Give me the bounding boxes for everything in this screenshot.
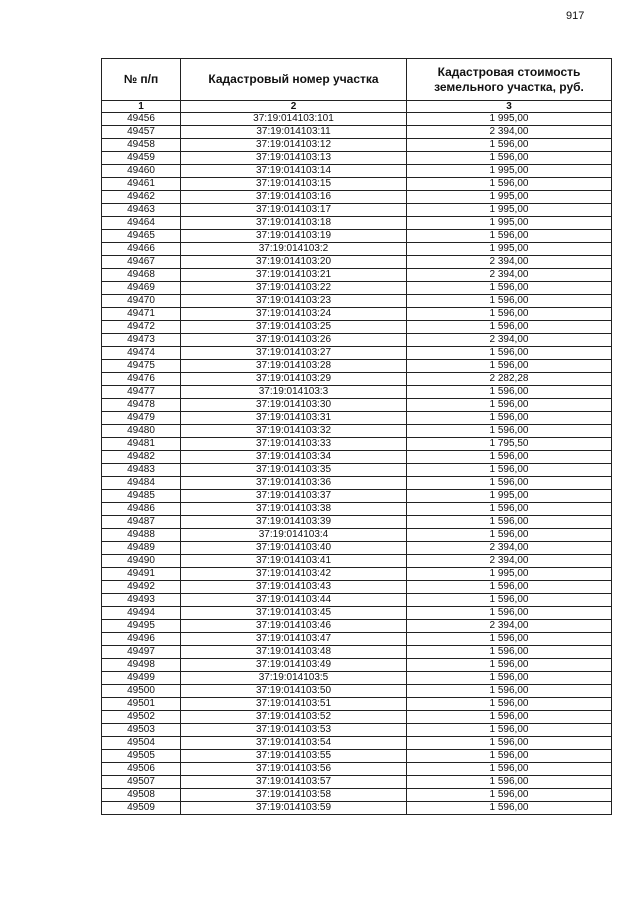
cell-cadastral-value: 1 596,00 bbox=[407, 230, 612, 243]
cell-cadastral-number: 37:19:014103:33 bbox=[181, 438, 407, 451]
cell-index: 49501 bbox=[102, 698, 181, 711]
cell-cadastral-value: 1 596,00 bbox=[407, 464, 612, 477]
cell-cadastral-number: 37:19:014103:36 bbox=[181, 477, 407, 490]
cell-index: 49475 bbox=[102, 360, 181, 373]
cell-cadastral-value: 2 394,00 bbox=[407, 126, 612, 139]
cell-cadastral-value: 1 596,00 bbox=[407, 139, 612, 152]
table-row bbox=[102, 490, 612, 503]
table-row bbox=[102, 451, 612, 464]
table-row bbox=[102, 750, 612, 763]
table-row bbox=[102, 425, 612, 438]
cell-cadastral-value: 1 596,00 bbox=[407, 386, 612, 399]
cell-index: 49503 bbox=[102, 724, 181, 737]
table-row bbox=[102, 568, 612, 581]
cell-index: 49469 bbox=[102, 282, 181, 295]
table-row bbox=[102, 139, 612, 152]
table-row bbox=[102, 711, 612, 724]
cell-index: 49457 bbox=[102, 126, 181, 139]
table-row bbox=[102, 555, 612, 568]
cell-cadastral-value: 1 596,00 bbox=[407, 685, 612, 698]
cell-index: 49470 bbox=[102, 295, 181, 308]
table-row bbox=[102, 295, 612, 308]
cell-cadastral-value: 1 596,00 bbox=[407, 178, 612, 191]
cell-cadastral-value: 1 596,00 bbox=[407, 581, 612, 594]
table-row bbox=[102, 217, 612, 230]
table-row bbox=[102, 763, 612, 776]
cell-index: 49476 bbox=[102, 373, 181, 386]
cell-cadastral-number: 37:19:014103:53 bbox=[181, 724, 407, 737]
cell-cadastral-number: 37:19:014103:49 bbox=[181, 659, 407, 672]
header-index: № п/п bbox=[102, 59, 181, 101]
cell-cadastral-number: 37:19:014103:47 bbox=[181, 633, 407, 646]
cell-cadastral-number: 37:19:014103:51 bbox=[181, 698, 407, 711]
cell-cadastral-value: 1 995,00 bbox=[407, 568, 612, 581]
cell-cadastral-value: 1 596,00 bbox=[407, 399, 612, 412]
header-cadastral-value: Кадастровая стоимость земельного участка, руб. bbox=[407, 59, 612, 101]
cell-index: 49482 bbox=[102, 451, 181, 464]
cell-cadastral-value: 1 596,00 bbox=[407, 321, 612, 334]
table-row bbox=[102, 685, 612, 698]
cell-cadastral-value: 1 596,00 bbox=[407, 477, 612, 490]
cell-index: 49462 bbox=[102, 191, 181, 204]
cell-cadastral-value: 1 596,00 bbox=[407, 698, 612, 711]
table-row bbox=[102, 386, 612, 399]
cell-index: 49499 bbox=[102, 672, 181, 685]
cell-cadastral-value: 1 596,00 bbox=[407, 633, 612, 646]
cell-index: 49474 bbox=[102, 347, 181, 360]
cell-cadastral-number: 37:19:014103:40 bbox=[181, 542, 407, 555]
table-row bbox=[102, 204, 612, 217]
cell-index: 49460 bbox=[102, 165, 181, 178]
cell-cadastral-number: 37:19:014103:16 bbox=[181, 191, 407, 204]
cell-index: 49480 bbox=[102, 425, 181, 438]
table-row bbox=[102, 113, 612, 126]
cell-index: 49504 bbox=[102, 737, 181, 750]
table-row bbox=[102, 308, 612, 321]
cell-index: 49463 bbox=[102, 204, 181, 217]
table-body bbox=[102, 113, 612, 815]
cell-cadastral-value: 1 596,00 bbox=[407, 763, 612, 776]
cell-index: 49508 bbox=[102, 789, 181, 802]
cell-cadastral-value: 1 596,00 bbox=[407, 594, 612, 607]
table-row bbox=[102, 659, 612, 672]
cell-cadastral-value: 1 596,00 bbox=[407, 516, 612, 529]
table-row bbox=[102, 802, 612, 815]
cell-cadastral-value: 1 995,00 bbox=[407, 113, 612, 126]
table-row bbox=[102, 334, 612, 347]
cell-index: 49486 bbox=[102, 503, 181, 516]
cell-cadastral-value: 2 394,00 bbox=[407, 555, 612, 568]
cell-cadastral-number: 37:19:014103:15 bbox=[181, 178, 407, 191]
table-row bbox=[102, 152, 612, 165]
cell-index: 49465 bbox=[102, 230, 181, 243]
cell-cadastral-value: 1 596,00 bbox=[407, 425, 612, 438]
cell-cadastral-value: 1 995,00 bbox=[407, 217, 612, 230]
cell-cadastral-number: 37:19:014103:38 bbox=[181, 503, 407, 516]
table-row bbox=[102, 724, 612, 737]
cell-cadastral-value: 2 282,28 bbox=[407, 373, 612, 386]
cell-index: 49484 bbox=[102, 477, 181, 490]
table-row bbox=[102, 165, 612, 178]
cell-cadastral-value: 1 596,00 bbox=[407, 347, 612, 360]
cell-index: 49492 bbox=[102, 581, 181, 594]
table-row bbox=[102, 464, 612, 477]
cell-index: 49458 bbox=[102, 139, 181, 152]
column-number-2: 2 bbox=[181, 101, 407, 113]
table-row bbox=[102, 438, 612, 451]
cell-cadastral-number: 37:19:014103:59 bbox=[181, 802, 407, 815]
table-row bbox=[102, 776, 612, 789]
cell-cadastral-value: 1 596,00 bbox=[407, 659, 612, 672]
cell-cadastral-value: 1 596,00 bbox=[407, 412, 612, 425]
cell-cadastral-number: 37:19:014103:13 bbox=[181, 152, 407, 165]
cell-cadastral-number: 37:19:014103:52 bbox=[181, 711, 407, 724]
cell-cadastral-number: 37:19:014103:29 bbox=[181, 373, 407, 386]
cell-cadastral-number: 37:19:014103:14 bbox=[181, 165, 407, 178]
cell-index: 49481 bbox=[102, 438, 181, 451]
cell-cadastral-value: 1 596,00 bbox=[407, 282, 612, 295]
cell-index: 49506 bbox=[102, 763, 181, 776]
table-row bbox=[102, 230, 612, 243]
cell-cadastral-number: 37:19:014103:3 bbox=[181, 386, 407, 399]
table-row bbox=[102, 789, 612, 802]
table-row bbox=[102, 581, 612, 594]
table-row bbox=[102, 516, 612, 529]
page-number: 917 bbox=[566, 10, 585, 22]
cell-cadastral-value: 1 596,00 bbox=[407, 711, 612, 724]
table-row bbox=[102, 646, 612, 659]
cell-cadastral-number: 37:19:014103:21 bbox=[181, 269, 407, 282]
cell-index: 49507 bbox=[102, 776, 181, 789]
table-row bbox=[102, 737, 612, 750]
cell-index: 49488 bbox=[102, 529, 181, 542]
table-row bbox=[102, 412, 612, 425]
table-row bbox=[102, 620, 612, 633]
cell-cadastral-number: 37:19:014103:57 bbox=[181, 776, 407, 789]
cell-cadastral-value: 1 995,00 bbox=[407, 204, 612, 217]
cell-cadastral-number: 37:19:014103:39 bbox=[181, 516, 407, 529]
cell-index: 49497 bbox=[102, 646, 181, 659]
cell-cadastral-number: 37:19:014103:58 bbox=[181, 789, 407, 802]
table-row bbox=[102, 477, 612, 490]
cell-cadastral-value: 2 394,00 bbox=[407, 334, 612, 347]
cell-cadastral-value: 1 596,00 bbox=[407, 737, 612, 750]
table-row bbox=[102, 282, 612, 295]
cell-index: 49500 bbox=[102, 685, 181, 698]
cell-index: 49494 bbox=[102, 607, 181, 620]
cell-cadastral-value: 1 596,00 bbox=[407, 607, 612, 620]
cell-cadastral-number: 37:19:014103:101 bbox=[181, 113, 407, 126]
cell-index: 49472 bbox=[102, 321, 181, 334]
cell-index: 49478 bbox=[102, 399, 181, 412]
table-row bbox=[102, 126, 612, 139]
table-row bbox=[102, 672, 612, 685]
cell-cadastral-number: 37:19:014103:26 bbox=[181, 334, 407, 347]
cell-cadastral-value: 1 596,00 bbox=[407, 646, 612, 659]
cell-cadastral-number: 37:19:014103:28 bbox=[181, 360, 407, 373]
cell-cadastral-number: 37:19:014103:41 bbox=[181, 555, 407, 568]
cell-index: 49485 bbox=[102, 490, 181, 503]
cell-cadastral-number: 37:19:014103:25 bbox=[181, 321, 407, 334]
cell-index: 49487 bbox=[102, 516, 181, 529]
cell-cadastral-number: 37:19:014103:56 bbox=[181, 763, 407, 776]
cell-cadastral-number: 37:19:014103:48 bbox=[181, 646, 407, 659]
table-row bbox=[102, 178, 612, 191]
cell-cadastral-value: 1 795,50 bbox=[407, 438, 612, 451]
cell-cadastral-number: 37:19:014103:20 bbox=[181, 256, 407, 269]
cell-cadastral-number: 37:19:014103:31 bbox=[181, 412, 407, 425]
cell-cadastral-value: 1 596,00 bbox=[407, 776, 612, 789]
cell-cadastral-value: 1 596,00 bbox=[407, 451, 612, 464]
table-row bbox=[102, 321, 612, 334]
cell-cadastral-number: 37:19:014103:44 bbox=[181, 594, 407, 607]
column-number-1: 1 bbox=[102, 101, 181, 113]
cell-index: 49456 bbox=[102, 113, 181, 126]
cell-index: 49490 bbox=[102, 555, 181, 568]
table-row bbox=[102, 256, 612, 269]
cell-cadastral-number: 37:19:014103:17 bbox=[181, 204, 407, 217]
cell-index: 49498 bbox=[102, 659, 181, 672]
cell-cadastral-value: 1 995,00 bbox=[407, 191, 612, 204]
cell-cadastral-value: 2 394,00 bbox=[407, 269, 612, 282]
table-row bbox=[102, 503, 612, 516]
cell-cadastral-number: 37:19:014103:11 bbox=[181, 126, 407, 139]
cell-cadastral-value: 1 596,00 bbox=[407, 724, 612, 737]
cell-cadastral-value: 1 596,00 bbox=[407, 295, 612, 308]
table-row bbox=[102, 399, 612, 412]
cell-cadastral-number: 37:19:014103:23 bbox=[181, 295, 407, 308]
cell-index: 49468 bbox=[102, 269, 181, 282]
cadastral-table bbox=[101, 58, 612, 815]
cell-cadastral-value: 1 596,00 bbox=[407, 529, 612, 542]
cell-cadastral-number: 37:19:014103:50 bbox=[181, 685, 407, 698]
cell-cadastral-value: 1 596,00 bbox=[407, 802, 612, 815]
cell-index: 49505 bbox=[102, 750, 181, 763]
cell-index: 49493 bbox=[102, 594, 181, 607]
cell-cadastral-number: 37:19:014103:19 bbox=[181, 230, 407, 243]
table-row bbox=[102, 529, 612, 542]
table-row bbox=[102, 347, 612, 360]
table-row bbox=[102, 360, 612, 373]
cell-index: 49496 bbox=[102, 633, 181, 646]
cell-cadastral-value: 1 995,00 bbox=[407, 165, 612, 178]
cell-index: 49495 bbox=[102, 620, 181, 633]
column-number-3: 3 bbox=[407, 101, 612, 113]
cell-index: 49471 bbox=[102, 308, 181, 321]
cell-cadastral-value: 1 995,00 bbox=[407, 490, 612, 503]
cell-index: 49491 bbox=[102, 568, 181, 581]
cell-cadastral-value: 1 596,00 bbox=[407, 672, 612, 685]
cell-cadastral-number: 37:19:014103:22 bbox=[181, 282, 407, 295]
table-row bbox=[102, 373, 612, 386]
cell-cadastral-value: 2 394,00 bbox=[407, 256, 612, 269]
table-row bbox=[102, 698, 612, 711]
cell-cadastral-number: 37:19:014103:4 bbox=[181, 529, 407, 542]
cell-cadastral-value: 1 995,00 bbox=[407, 243, 612, 256]
cell-cadastral-value: 1 596,00 bbox=[407, 308, 612, 321]
cell-cadastral-number: 37:19:014103:24 bbox=[181, 308, 407, 321]
header-cadastral-number: Кадастровый номер участка bbox=[181, 59, 407, 101]
cell-cadastral-number: 37:19:014103:37 bbox=[181, 490, 407, 503]
cell-cadastral-value: 1 596,00 bbox=[407, 360, 612, 373]
table-row bbox=[102, 607, 612, 620]
cell-index: 49466 bbox=[102, 243, 181, 256]
cell-cadastral-number: 37:19:014103:46 bbox=[181, 620, 407, 633]
table-row bbox=[102, 269, 612, 282]
cell-cadastral-number: 37:19:014103:42 bbox=[181, 568, 407, 581]
cell-cadastral-number: 37:19:014103:12 bbox=[181, 139, 407, 152]
cell-cadastral-number: 37:19:014103:32 bbox=[181, 425, 407, 438]
table-row bbox=[102, 594, 612, 607]
cell-index: 49467 bbox=[102, 256, 181, 269]
cell-cadastral-number: 37:19:014103:2 bbox=[181, 243, 407, 256]
table-row bbox=[102, 191, 612, 204]
cell-cadastral-number: 37:19:014103:30 bbox=[181, 399, 407, 412]
cell-index: 49489 bbox=[102, 542, 181, 555]
cell-cadastral-value: 2 394,00 bbox=[407, 620, 612, 633]
cell-cadastral-number: 37:19:014103:45 bbox=[181, 607, 407, 620]
cell-cadastral-number: 37:19:014103:5 bbox=[181, 672, 407, 685]
cell-index: 49464 bbox=[102, 217, 181, 230]
table-row bbox=[102, 633, 612, 646]
cell-cadastral-value: 1 596,00 bbox=[407, 152, 612, 165]
cell-index: 49477 bbox=[102, 386, 181, 399]
cell-index: 49502 bbox=[102, 711, 181, 724]
cell-cadastral-value: 1 596,00 bbox=[407, 503, 612, 516]
cell-cadastral-value: 2 394,00 bbox=[407, 542, 612, 555]
cell-index: 49459 bbox=[102, 152, 181, 165]
cell-cadastral-number: 37:19:014103:35 bbox=[181, 464, 407, 477]
table-row bbox=[102, 542, 612, 555]
table-row bbox=[102, 243, 612, 256]
cell-cadastral-value: 1 596,00 bbox=[407, 789, 612, 802]
cell-cadastral-number: 37:19:014103:55 bbox=[181, 750, 407, 763]
cell-cadastral-number: 37:19:014103:54 bbox=[181, 737, 407, 750]
cell-cadastral-number: 37:19:014103:27 bbox=[181, 347, 407, 360]
cell-cadastral-value: 1 596,00 bbox=[407, 750, 612, 763]
cell-index: 49461 bbox=[102, 178, 181, 191]
cell-index: 49483 bbox=[102, 464, 181, 477]
cell-cadastral-number: 37:19:014103:18 bbox=[181, 217, 407, 230]
cell-cadastral-number: 37:19:014103:34 bbox=[181, 451, 407, 464]
table-header bbox=[102, 59, 612, 113]
cell-index: 49479 bbox=[102, 412, 181, 425]
cell-index: 49473 bbox=[102, 334, 181, 347]
cell-cadastral-number: 37:19:014103:43 bbox=[181, 581, 407, 594]
cell-index: 49509 bbox=[102, 802, 181, 815]
